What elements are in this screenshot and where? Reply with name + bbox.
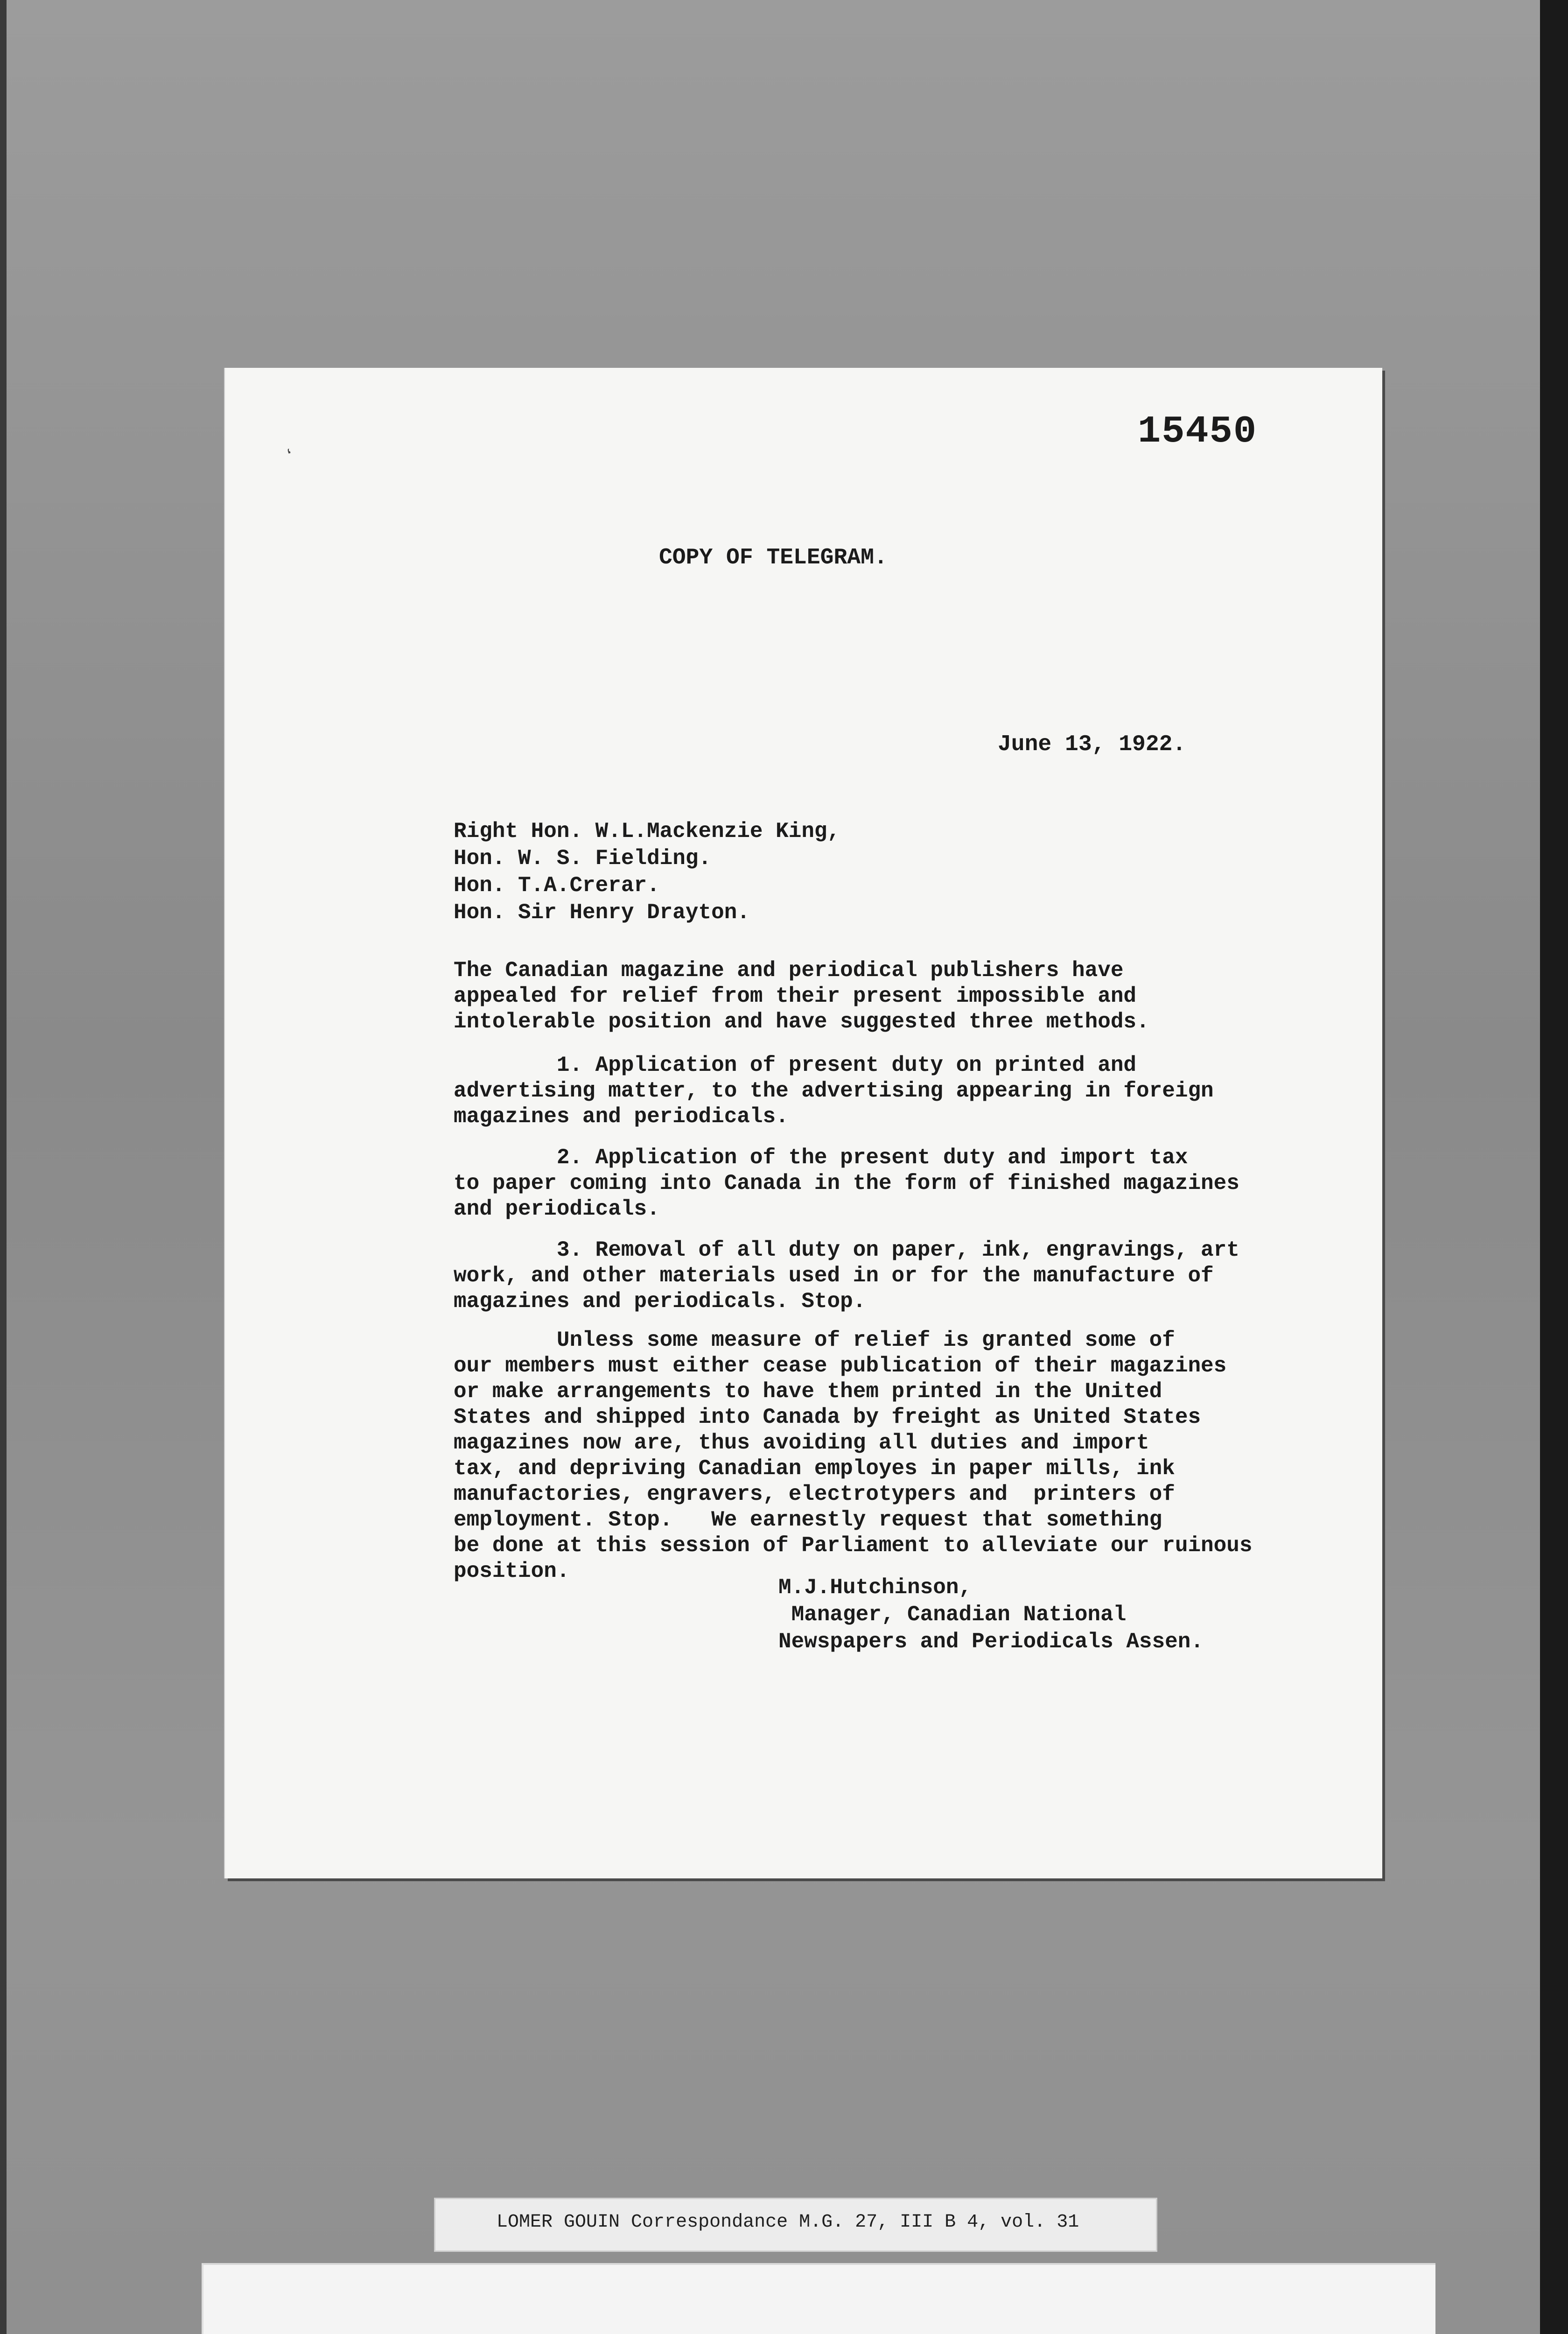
paragraph-method-1: 1. Application of present duty on printed and advertising matter, to the advertising appearing in foreign magazines and periodicals.: [454, 1053, 1214, 1129]
pencil-mark-icon: ‘: [284, 444, 297, 468]
paragraph-intro: The Canadian magazine and periodical publishers have appealed for relief from their present impossible and intolerable position and have suggested three methods.: [454, 958, 1149, 1034]
signature-block: M.J.Hutchinson, Manager, Canadian National Newspapers and Periodicals Assen.: [778, 1575, 1204, 1654]
addressee-block: [454, 818, 840, 926]
addressee-line: Hon. T.A.Crerar.: [454, 873, 660, 898]
document-number: 15450: [1138, 410, 1258, 453]
archive-reference: LOMER GOUIN Correspondance M.G. 27, III B 4, vol. 31: [497, 2212, 1079, 2233]
paragraph-method-2: 2. Application of the present duty and import tax to paper coming into Canada in the form of finished magazines and periodicals.: [454, 1146, 1239, 1221]
film-edge-left: [0, 0, 7, 2334]
letter-heading: COPY OF TELEGRAM.: [659, 545, 888, 570]
paragraph-closing: Unless some measure of relief is granted some of our members must either cease publication of their magazines or make arrangements to have them printed in the United States and shipped into Canada by freight as United States magazines now are, thus avoiding all duties and import tax, and depriving Canadian employes in paper mills, ink manufactories, engravers, electrotypers and printers of employment. Stop. We earnestly request that something be done at this session of Parliament to alleviate our ruinous position.: [454, 1328, 1253, 1583]
addressee-line: Right Hon. W.L.Mackenzie King,: [454, 819, 840, 844]
addressee-line: Hon. W. S. Fielding.: [454, 846, 712, 871]
addressee-line: Hon. Sir Henry Drayton.: [454, 900, 750, 925]
archives-stamp-card: [202, 2263, 1435, 2334]
paragraph-method-3: 3. Removal of all duty on paper, ink, engravings, art work, and other materials used in or for the manufacture of magazines and periodicals. Stop.: [454, 1238, 1239, 1314]
film-edge-right: [1540, 0, 1568, 2334]
letter-date: June 13, 1922.: [998, 732, 1186, 757]
